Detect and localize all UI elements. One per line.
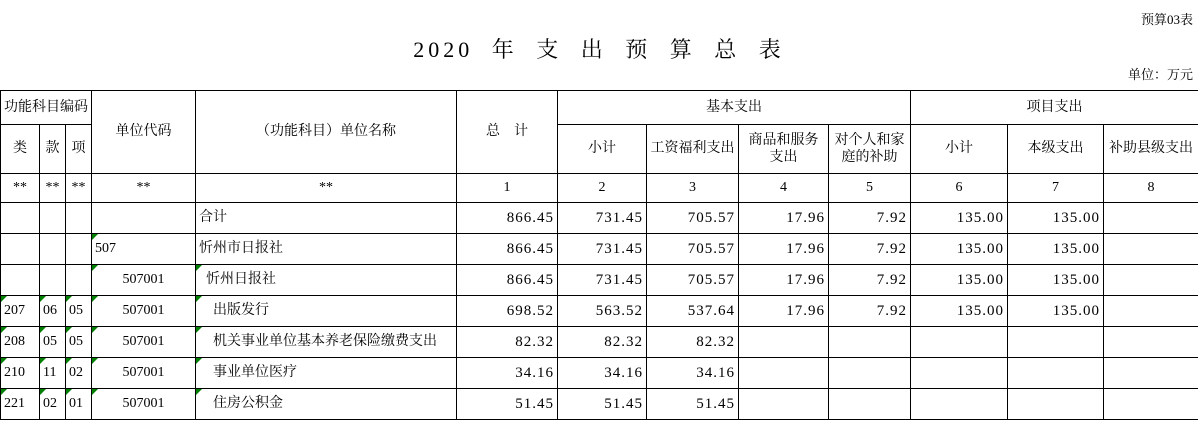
cell-unit-name: 合计 [196,203,457,234]
cell-own-level [1008,358,1104,389]
cell-project-subtotal: 135.00 [911,203,1008,234]
table-row [1,389,1198,420]
table-row [1,358,1198,389]
table-body [1,203,1198,420]
column-index-wages-benefits: 3 [647,174,739,203]
table-row [1,234,1198,265]
cell-wages-benefits: 34.16 [647,358,739,389]
cell-class-code: 221 [1,389,40,420]
header-basic-subtotal: 小计 [558,125,647,174]
cell-section-code: 02 [40,389,66,420]
cell-unit-name: 住房公积金 [196,389,457,420]
cell-wages-benefits: 705.57 [647,203,739,234]
cell-class-code: 208 [1,327,40,358]
cell-personal-family-subsidy [829,389,911,420]
header-county-subsidy: 补助县级支出 [1104,125,1198,174]
cell-personal-family-subsidy: 7.92 [829,296,911,327]
column-index-basic-subtotal: 2 [558,174,647,203]
table-row [1,327,1198,358]
cell-own-level: 135.00 [1008,296,1104,327]
cell-project-subtotal [911,389,1008,420]
cell-section-code [40,234,66,265]
column-index-class-code: ** [1,174,40,203]
cell-goods-services: 17.96 [739,203,829,234]
cell-own-level: 135.00 [1008,265,1104,296]
cell-county-subsidy [1104,265,1198,296]
cell-unit-name: 忻州市日报社 [196,234,457,265]
cell-wages-benefits: 705.57 [647,265,739,296]
cell-item-code: 01 [66,389,92,420]
column-index-unit-name: ** [196,174,457,203]
cell-class-code: 207 [1,296,40,327]
cell-item-code: 05 [66,296,92,327]
column-index-section-code: ** [40,174,66,203]
cell-county-subsidy [1104,203,1198,234]
cell-personal-family-subsidy [829,327,911,358]
cell-project-subtotal: 135.00 [911,234,1008,265]
column-index-own-level: 7 [1008,174,1104,203]
cell-section-code [40,203,66,234]
cell-county-subsidy [1104,327,1198,358]
cell-county-subsidy [1104,358,1198,389]
cell-section-code: 06 [40,296,66,327]
table-row [1,265,1198,296]
cell-goods-services: 17.96 [739,296,829,327]
column-index-personal-family-subsidy: 5 [829,174,911,203]
cell-unit-code [92,203,196,234]
column-index-item-code: ** [66,174,92,203]
cell-personal-family-subsidy: 7.92 [829,265,911,296]
cell-project-subtotal: 135.00 [911,296,1008,327]
cell-goods-services [739,358,829,389]
cell-wages-benefits: 705.57 [647,234,739,265]
page-title: 2020 年 支 出 预 算 总 表 [413,37,785,62]
cell-personal-family-subsidy [829,358,911,389]
header-personal-family-subsidy: 对个人和家庭的补助 [829,125,911,174]
header-project-expenditure-group: 项目支出 [911,91,1198,125]
cell-personal-family-subsidy: 7.92 [829,234,911,265]
cell-basic-subtotal: 51.45 [558,389,647,420]
cell-total: 51.45 [457,389,558,420]
cell-unit-name: 机关事业单位基本养老保险缴费支出 [196,327,457,358]
cell-wages-benefits: 51.45 [647,389,739,420]
cell-unit-code: 507 [92,234,196,265]
cell-class-code [1,234,40,265]
cell-unit-name: 事业单位医疗 [196,358,457,389]
header-project-subtotal: 小计 [911,125,1008,174]
column-index-total: 1 [457,174,558,203]
cell-project-subtotal [911,327,1008,358]
cell-goods-services: 17.96 [739,265,829,296]
header-row-groups [1,91,1198,125]
cell-basic-subtotal: 34.16 [558,358,647,389]
cell-unit-name: 出版发行 [196,296,457,327]
header-class-code: 类 [1,125,40,174]
cell-total: 34.16 [457,358,558,389]
cell-unit-code: 507001 [92,327,196,358]
header-item-code: 项 [66,125,92,174]
cell-own-level: 135.00 [1008,234,1104,265]
cell-wages-benefits: 537.64 [647,296,739,327]
table-code-label: 预算03表 [1140,12,1193,27]
header-section-code: 款 [40,125,66,174]
header-wages-benefits: 工资福利支出 [647,125,739,174]
cell-own-level [1008,327,1104,358]
cell-basic-subtotal: 563.52 [558,296,647,327]
cell-goods-services [739,389,829,420]
header-unit-name: （功能科目）单位名称 [196,91,457,174]
cell-item-code: 02 [66,358,92,389]
header-basic-expenditure-group: 基本支出 [558,91,911,125]
column-index-row [1,174,1198,203]
cell-county-subsidy [1104,389,1198,420]
cell-item-code [66,203,92,234]
cell-unit-code: 507001 [92,265,196,296]
header-own-level: 本级支出 [1008,125,1104,174]
cell-unit-code: 507001 [92,358,196,389]
header-unit-code: 单位代码 [92,91,196,174]
cell-project-subtotal: 135.00 [911,265,1008,296]
cell-class-code: 210 [1,358,40,389]
column-index-unit-code: ** [92,174,196,203]
cell-total: 866.45 [457,234,558,265]
cell-basic-subtotal: 731.45 [558,234,647,265]
column-index-goods-services: 4 [739,174,829,203]
cell-total: 82.32 [457,327,558,358]
header-goods-services: 商品和服务支出 [739,125,829,174]
cell-own-level [1008,389,1104,420]
cell-section-code: 05 [40,327,66,358]
cell-total: 866.45 [457,203,558,234]
cell-project-subtotal [911,358,1008,389]
cell-goods-services: 17.96 [739,234,829,265]
unit-note: 单位：万元 [1127,67,1193,82]
cell-personal-family-subsidy: 7.92 [829,203,911,234]
cell-basic-subtotal: 731.45 [558,265,647,296]
cell-wages-benefits: 82.32 [647,327,739,358]
cell-unit-code: 507001 [92,389,196,420]
cell-county-subsidy [1104,296,1198,327]
cell-basic-subtotal: 82.32 [558,327,647,358]
header-func-code-group: 功能科目编码 [1,91,92,125]
cell-section-code: 11 [40,358,66,389]
cell-own-level: 135.00 [1008,203,1104,234]
cell-section-code [40,265,66,296]
table-row [1,296,1198,327]
cell-unit-code: 507001 [92,296,196,327]
cell-total: 698.52 [457,296,558,327]
cell-unit-name: 忻州日报社 [196,265,457,296]
cell-class-code [1,265,40,296]
cell-county-subsidy [1104,234,1198,265]
cell-goods-services [739,327,829,358]
column-index-county-subsidy: 8 [1104,174,1198,203]
cell-class-code [1,203,40,234]
column-index-project-subtotal: 6 [911,174,1008,203]
header-total: 总 计 [457,91,558,174]
cell-item-code: 05 [66,327,92,358]
budget-table [0,90,1198,420]
table-row [1,203,1198,234]
cell-item-code [66,234,92,265]
cell-basic-subtotal: 731.45 [558,203,647,234]
cell-total: 866.45 [457,265,558,296]
cell-item-code [66,265,92,296]
